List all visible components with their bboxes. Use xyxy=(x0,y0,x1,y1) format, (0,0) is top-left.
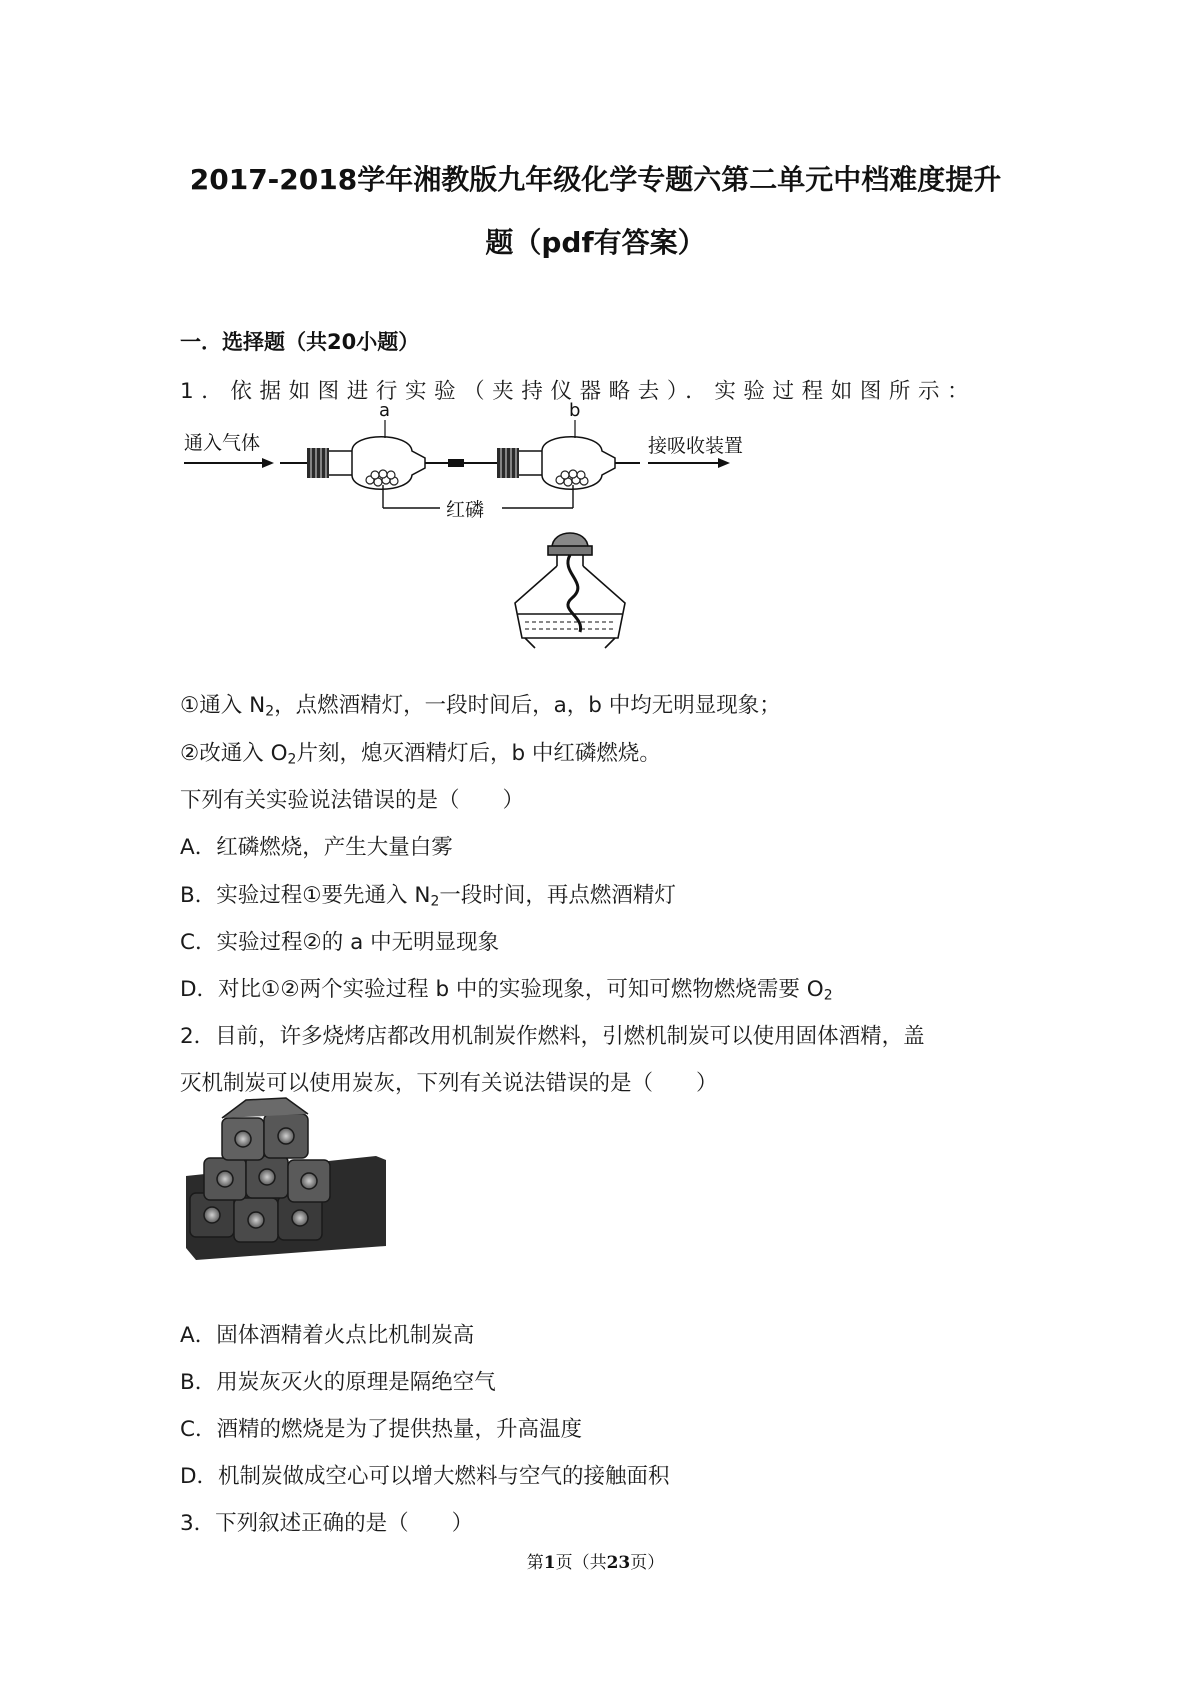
q1-stem: 1．依据如图进行实验（夹持仪器略去）．实验过程如图所示： xyxy=(180,379,977,404)
q1-option-b: B．实验过程①要先通入 $N_2$一段时间，再点燃酒精灯 xyxy=(180,883,676,910)
tube-a-label: a xyxy=(379,400,391,421)
q2-option-b: B．用炭灰灭火的原理是隔绝空气 xyxy=(180,1370,496,1395)
q1-option-d: D．对比①②两个实验过程 b 中的实验现象，可知可燃物燃烧需要 $O_2$ xyxy=(180,977,833,1004)
tube-b-label: b xyxy=(569,400,581,421)
tube-b xyxy=(497,420,640,489)
q2-option-d: D．机制炭做成空心可以增大燃料与空气的接触面积 xyxy=(180,1464,670,1489)
q1-step-1: ①通入 $N_2$，点燃酒精灯，一段时间后，a，b 中均无明显现象； xyxy=(180,693,781,720)
outlet-arrowhead xyxy=(718,458,730,468)
title-line-1: 2017-2018学年湘教版九年级化学专题六第二单元中档难度提升 xyxy=(189,163,1002,196)
tube-a xyxy=(280,420,425,489)
rubber-connector xyxy=(425,459,497,467)
q3-stem: 3．下列叙述正确的是（ ） xyxy=(180,1511,474,1536)
q2-charcoal-briquettes-photo xyxy=(186,1098,386,1260)
q2-option-c: C．酒精的燃烧是为了提供热量，升高温度 xyxy=(180,1417,583,1442)
inlet-arrowhead xyxy=(262,458,274,468)
inlet-label: 通入气体 xyxy=(184,432,261,454)
q1-option-c: C．实验过程②的 a 中无明显现象 xyxy=(180,930,500,955)
red-phosphorus-label: 红磷 xyxy=(446,499,485,521)
alcohol-lamp xyxy=(515,533,625,648)
q1-prompt: 下列有关实验说法错误的是（ ） xyxy=(180,788,525,813)
q2-stem-line-2: 灭机制炭可以使用炭灰，下列有关说法错误的是（ ） xyxy=(180,1071,718,1096)
q1-step-2: ②改通入 $O_2$片刻，熄灭酒精灯后，b 中红磷燃烧。 xyxy=(180,741,661,768)
section-heading: 一．选择题（共20小题） xyxy=(180,330,420,354)
q2-stem-line-1: 2．目前，许多烧烤店都改用机制炭作燃料，引燃机制炭可以使用固体酒精，盖 xyxy=(180,1024,925,1049)
q1-option-a: A．红磷燃烧，产生大量白雾 xyxy=(180,835,453,860)
outlet-label: 接吸收装置 xyxy=(648,435,744,457)
title-line-2: 题（pdf有答案） xyxy=(485,226,706,259)
page-footer: 第1页（共23页） xyxy=(526,1553,665,1573)
q2-option-a: A．固体酒精着火点比机制炭高 xyxy=(180,1323,475,1348)
q1-apparatus-figure xyxy=(180,400,780,658)
